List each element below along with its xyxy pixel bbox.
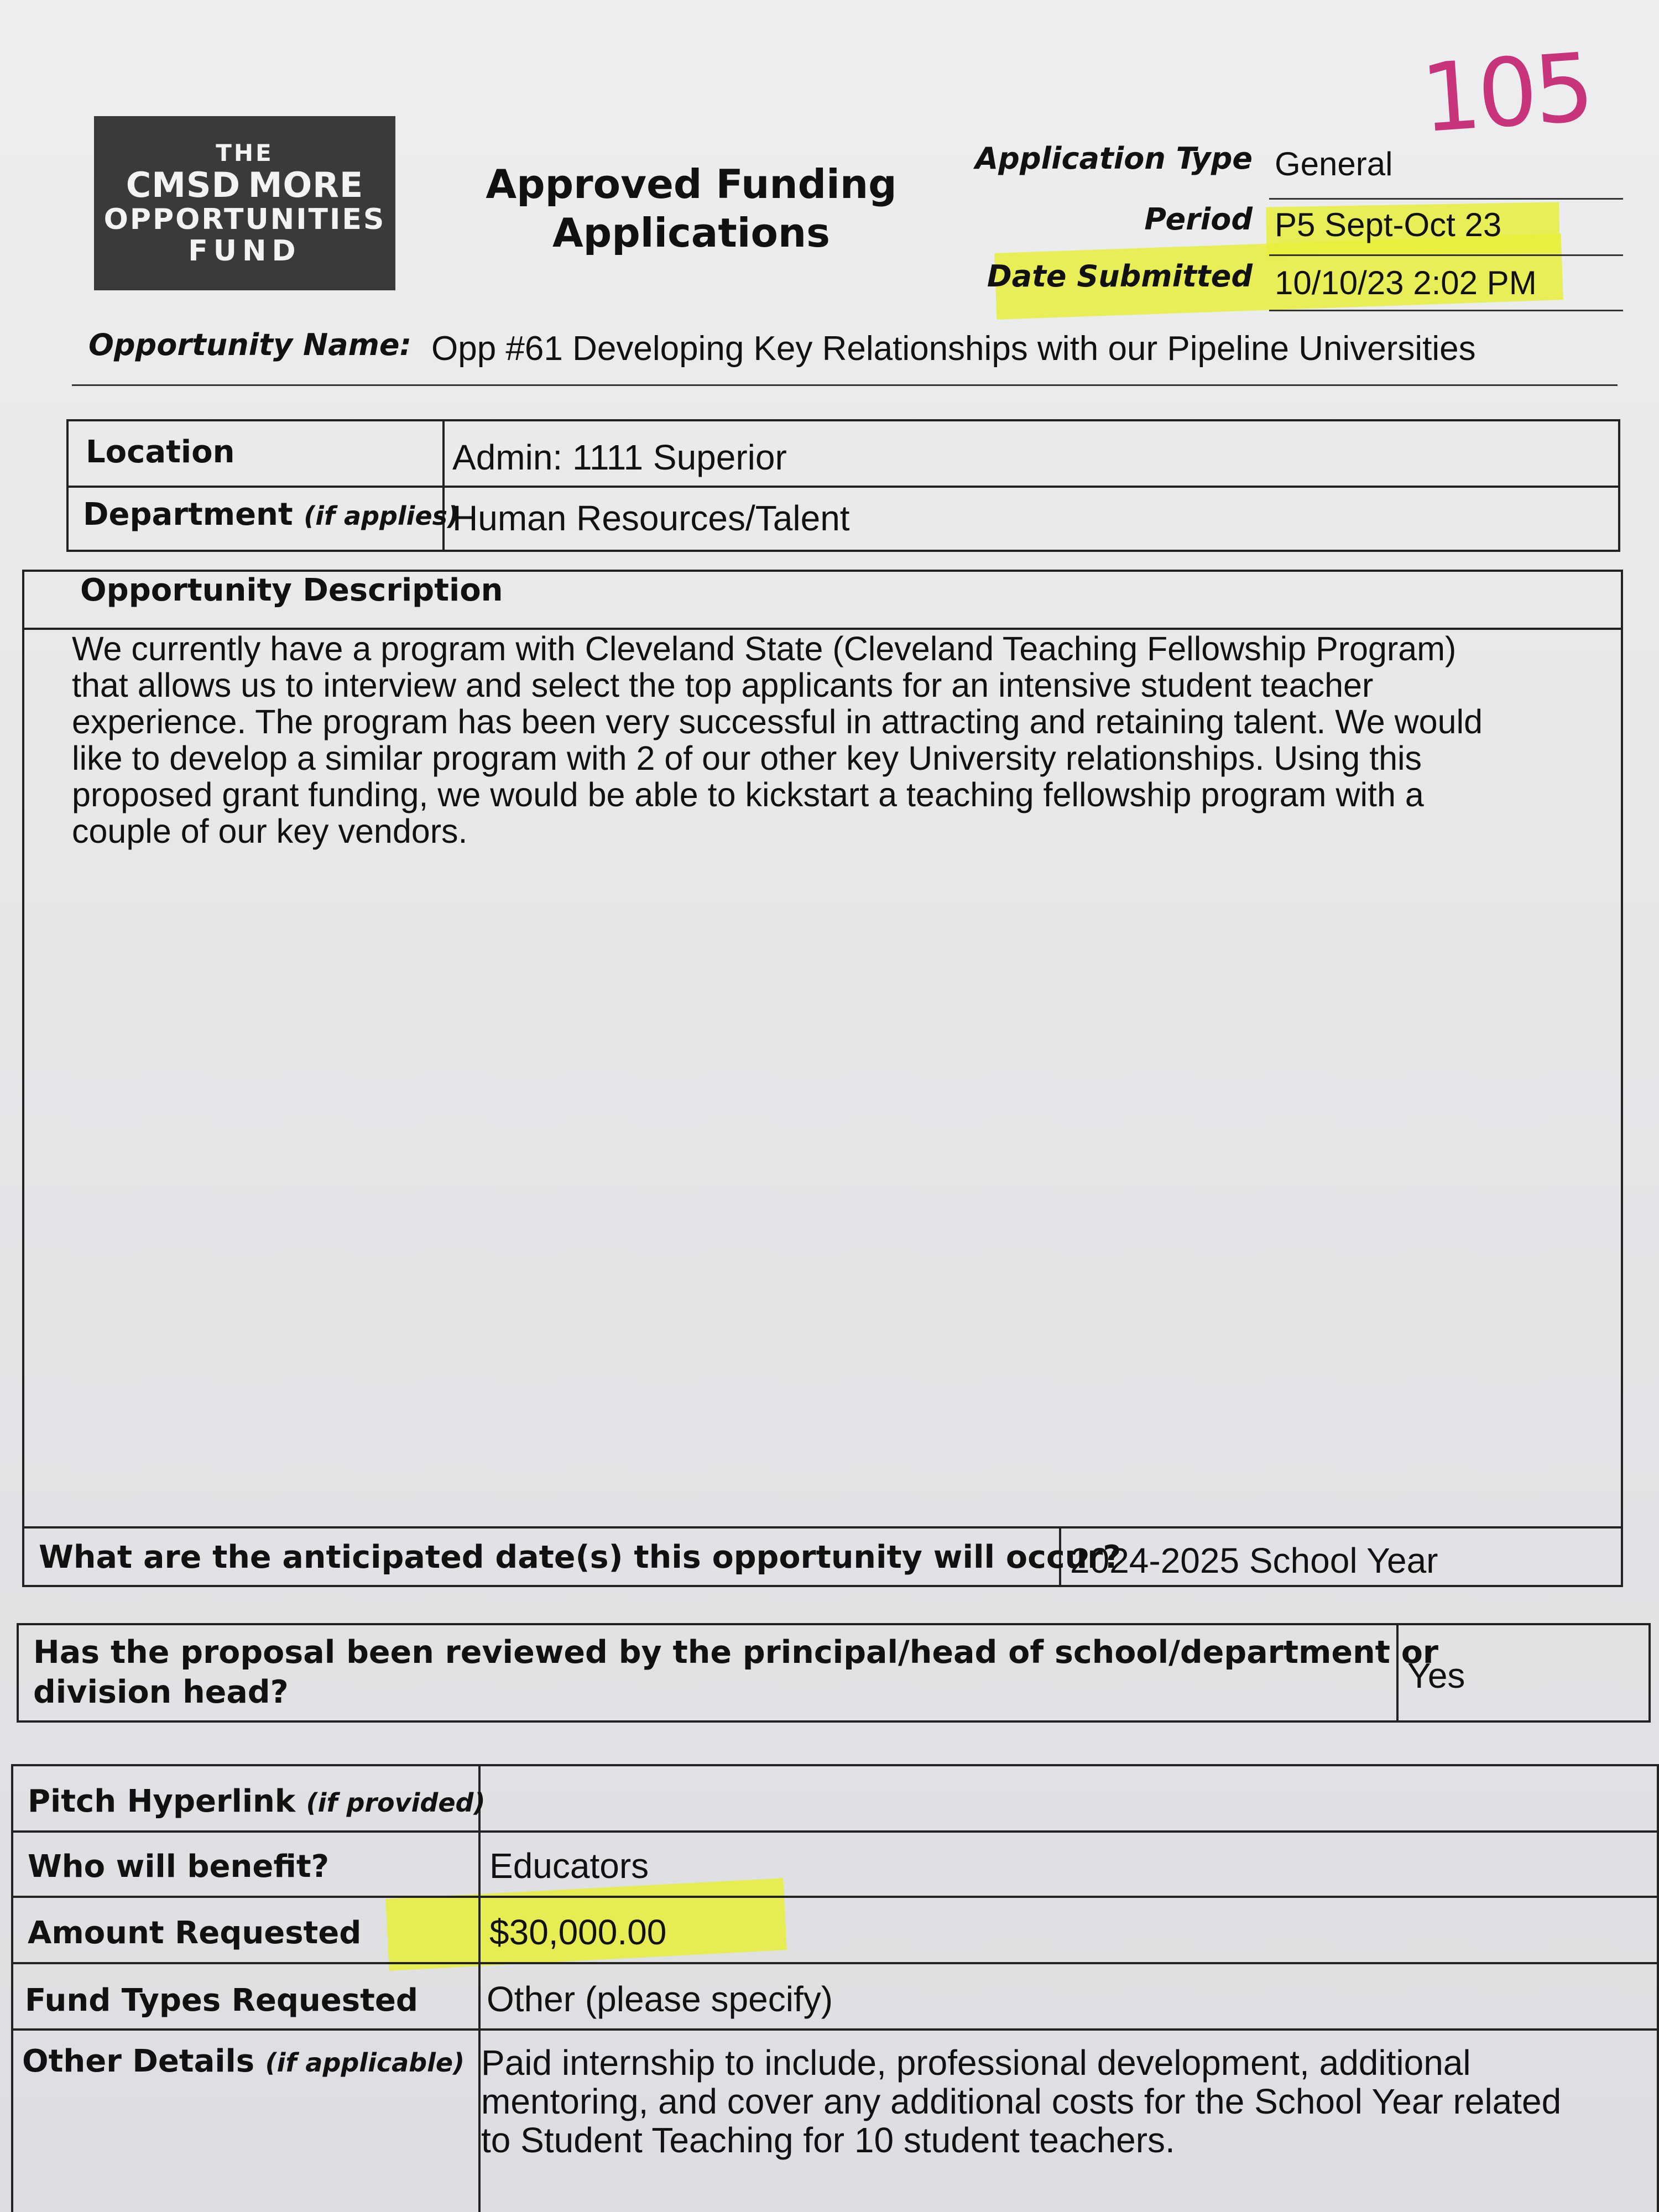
period-label: Period (1144, 202, 1253, 237)
opportunity-name-label: Opportunity Name: (88, 327, 412, 362)
description-heading: Opportunity Description (80, 572, 503, 608)
divider (66, 486, 1620, 488)
divider (11, 1896, 1659, 1898)
fund-types-label: Fund Types Requested (25, 1983, 418, 2018)
page-title: Approved Funding Applications (486, 161, 897, 256)
handwritten-page-number: 105 (1417, 33, 1595, 154)
review-question: Has the proposal been reviewed by the principal/head of school/department or division head? (33, 1634, 1439, 1710)
divider (72, 384, 1618, 386)
fund-logo: THE CMSD MORE OPPORTUNITIES FUND (94, 116, 395, 290)
review-answer: Yes (1407, 1656, 1465, 1695)
divider (11, 1830, 1659, 1833)
period-value: P5 Sept-Oct 23 (1275, 206, 1502, 243)
divider (1269, 254, 1623, 256)
fund-types-value: Other (please specify) (487, 1979, 833, 2019)
date-submitted-value: 10/10/23 2:02 PM (1275, 264, 1537, 301)
divider (11, 2028, 1659, 2031)
date-submitted-label: Date Submitted (987, 259, 1253, 294)
anticipated-dates-value: 2024-2025 School Year (1070, 1541, 1438, 1580)
divider (1269, 198, 1623, 200)
description-text: We currently have a program with Cleveland State (Cleveland Teaching Fellowship Program) that allows us to interview and select the top applicants for an intensive student teacher experience. The program has been very successful in attracting and retaining talent. We would like to develop a similar program with 2 of our other key University relationships. Using this proposed grant funding, we would be able to kickstart a teaching fellowship program with a couple of our key vendors. (72, 630, 1483, 850)
other-details-label: Other Details (if applicable) (22, 2043, 465, 2079)
divider (1269, 310, 1623, 311)
opportunity-name-value: Opp #61 Developing Key Relationships with our Pipeline Universities (431, 330, 1476, 368)
location-value: Admin: 1111 Superior (452, 437, 787, 477)
amount-requested-label: Amount Requested (28, 1915, 362, 1951)
anticipated-dates-label: What are the anticipated date(s) this opportunity will occur? (39, 1539, 1121, 1575)
location-label: Location (86, 434, 235, 470)
application-type-value: General (1275, 145, 1393, 182)
department-label: Department (if applies) (83, 497, 460, 533)
application-type-label: Application Type (975, 141, 1253, 176)
who-will-benefit-label: Who will benefit? (28, 1849, 330, 1885)
pitch-hyperlink-label: Pitch Hyperlink (if provided) (28, 1783, 486, 1819)
amount-requested-value: $30,000.00 (489, 1912, 667, 1952)
who-will-benefit-value: Educators (489, 1846, 649, 1886)
divider (22, 1526, 1623, 1528)
department-value: Human Resources/Talent (452, 498, 850, 538)
other-details-value: Paid internship to include, professional development, additional mentoring, and cover any additional costs for the School Year related to Student Teaching for 10 student teachers. (481, 2043, 1562, 2160)
divider (11, 1962, 1659, 1964)
